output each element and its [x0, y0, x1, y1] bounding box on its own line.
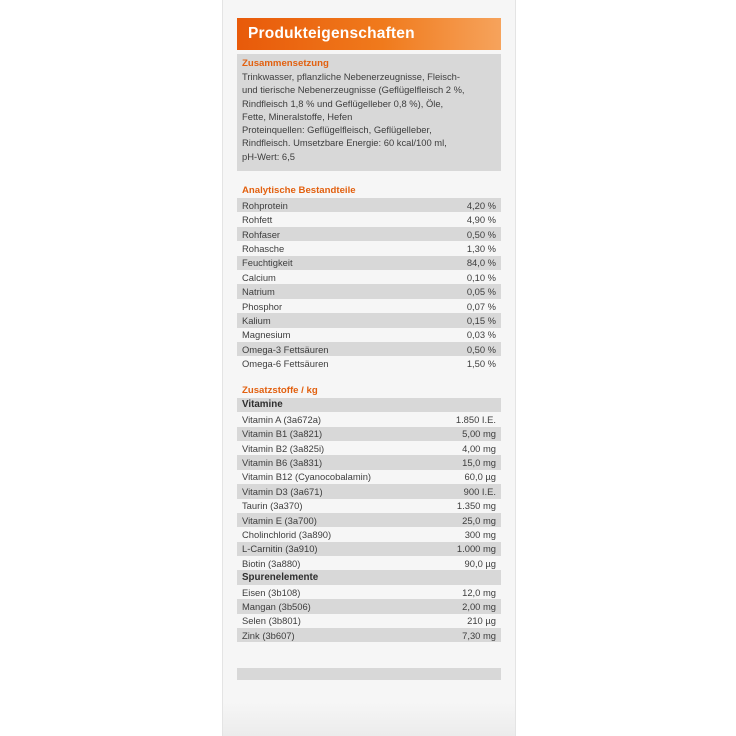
- row-name: Zink (3b607): [242, 629, 295, 641]
- row-value: 1.000 mg: [456, 543, 496, 555]
- row-value: 0,05 %: [466, 286, 496, 298]
- table-row: [237, 470, 501, 484]
- row-name: Vitamin B6 (3a831): [242, 457, 323, 469]
- row-name: Feuchtigkeit: [242, 257, 293, 269]
- table-row: [237, 241, 501, 255]
- table-row: [237, 599, 501, 613]
- row-value: 210 µg: [467, 615, 496, 627]
- composition-line: Rindfleisch 1,8 % und Geflügelleber 0,8 %), Öle,: [242, 97, 444, 109]
- composition-title: Zusammensetzung: [242, 58, 329, 69]
- row-name: Vitamin A (3a672a): [242, 413, 322, 425]
- row-value: 900 I.E.: [463, 485, 496, 497]
- table-row: [237, 227, 501, 241]
- row-value: 4,00 mg: [462, 442, 496, 454]
- row-name: Phosphor: [242, 300, 283, 312]
- card-bottom-edge: [223, 702, 515, 736]
- composition-line: Rindfleisch. Umsetzbare Energie: 60 kcal/100 ml,: [242, 137, 447, 149]
- table-row: [237, 284, 501, 298]
- row-name: Omega-3 Fettsäuren: [242, 343, 329, 355]
- row-name: Omega-6 Fettsäuren: [242, 358, 329, 370]
- row-value: 90,0 µg: [464, 557, 496, 569]
- composition-line: pH-Wert: 6,5: [242, 150, 295, 162]
- table-row: [237, 256, 501, 270]
- table-row: [237, 356, 501, 370]
- table-row: [237, 427, 501, 441]
- table-row: [237, 412, 501, 426]
- table-row: [237, 198, 501, 212]
- table-row: [237, 212, 501, 226]
- row-name: Taurin (3a370): [242, 500, 303, 512]
- table-row: [237, 527, 501, 541]
- composition-section: [237, 54, 501, 171]
- analytical-section: [237, 185, 501, 371]
- table-row: [237, 270, 501, 284]
- row-value: 60,0 µg: [464, 471, 496, 483]
- row-name: Vitamin B12 (Cyanocobalamin): [242, 471, 372, 483]
- table-row: [237, 313, 501, 327]
- row-value: 300 mg: [464, 528, 496, 540]
- table-row: [237, 455, 501, 469]
- row-name: Vitamin D3 (3a671): [242, 485, 323, 497]
- row-value: 1.350 mg: [456, 500, 496, 512]
- row-value: 5,00 mg: [462, 428, 496, 440]
- row-name: Rohfett: [242, 214, 273, 226]
- row-value: 1,30 %: [466, 242, 496, 254]
- row-name: Rohprotein: [242, 199, 288, 211]
- row-name: Calcium: [242, 271, 276, 283]
- analytical-title: Analytische Bestandteile: [242, 185, 356, 197]
- trace-elements-label: Spurenelemente: [242, 572, 319, 584]
- composition-line: Fette, Mineralstoffe, Hefen: [242, 110, 353, 122]
- row-value: 0,10 %: [466, 271, 496, 283]
- table-row: [237, 513, 501, 527]
- row-name: Rohfaser: [242, 228, 281, 240]
- row-value: 12,0 mg: [462, 586, 496, 598]
- table-row: [237, 556, 501, 570]
- row-value: 7,30 mg: [462, 629, 496, 641]
- table-row: [237, 441, 501, 455]
- row-value: 1.850 I.E.: [455, 413, 496, 425]
- row-name: Mangan (3b506): [242, 600, 311, 612]
- row-value: 0,50 %: [466, 343, 496, 355]
- trace-elements-subheading: [237, 570, 501, 584]
- row-value: 1,50 %: [466, 358, 496, 370]
- vitamins-label: Vitamine: [242, 399, 283, 411]
- footer-bar: [237, 668, 501, 680]
- row-name: Selen (3b801): [242, 615, 301, 627]
- table-row: [237, 328, 501, 342]
- table-row: [237, 614, 501, 628]
- row-value: 0,50 %: [466, 228, 496, 240]
- additives-section: [237, 385, 501, 643]
- product-label: [222, 0, 516, 736]
- row-value: 15,0 mg: [462, 457, 496, 469]
- row-name: Vitamin B1 (3a821): [242, 428, 323, 440]
- row-value: 4,90 %: [466, 214, 496, 226]
- row-value: 25,0 mg: [462, 514, 496, 526]
- table-row: [237, 499, 501, 513]
- row-name: Vitamin E (3a700): [242, 514, 317, 526]
- row-value: 4,20 %: [466, 199, 496, 211]
- table-row: [237, 628, 501, 642]
- table-row: [237, 342, 501, 356]
- composition-line: Proteinquellen: Geflügelfleisch, Geflügelleber,: [242, 124, 432, 136]
- row-name: L-Carnitin (3a910): [242, 543, 318, 555]
- row-name: Biotin (3a880): [242, 557, 301, 569]
- page-title: Produkteigenschaften: [237, 18, 501, 50]
- table-row: [237, 299, 501, 313]
- label-content: [237, 18, 501, 642]
- row-name: Natrium: [242, 286, 275, 298]
- row-name: Cholinchlorid (3a890): [242, 528, 332, 540]
- row-name: Eisen (3b108): [242, 586, 301, 598]
- row-name: Magnesium: [242, 329, 291, 341]
- additives-title: Zusatzstoffe / kg: [242, 384, 318, 396]
- row-name: Vitamin B2 (3a825i): [242, 442, 325, 454]
- table-row: [237, 542, 501, 556]
- vitamins-subheading: [237, 398, 501, 412]
- table-row: [237, 484, 501, 498]
- row-value: 2,00 mg: [462, 600, 496, 612]
- row-name: Rohasche: [242, 242, 285, 254]
- row-value: 84,0 %: [466, 257, 496, 269]
- row-value: 0,15 %: [466, 314, 496, 326]
- composition-text: [242, 70, 496, 163]
- row-name: Kalium: [242, 314, 271, 326]
- row-value: 0,03 %: [466, 329, 496, 341]
- composition-line: Trinkwasser, pflanzliche Nebenerzeugnisse, Fleisch-: [242, 71, 460, 82]
- composition-line: und tierische Nebenerzeugnisse (Geflügelfleisch 2 %,: [242, 84, 465, 96]
- row-value: 0,07 %: [466, 300, 496, 312]
- table-row: [237, 585, 501, 599]
